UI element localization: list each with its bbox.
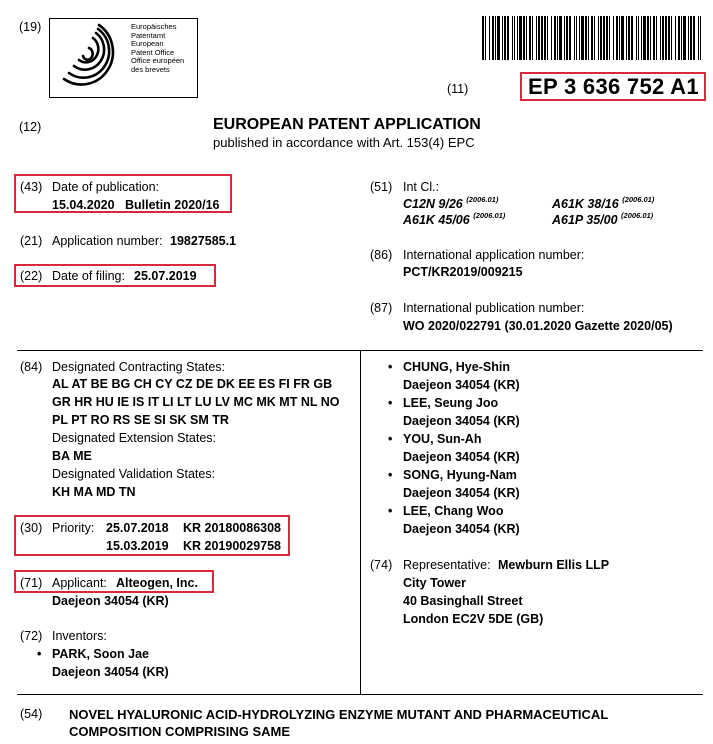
international-application-label: International application number:	[403, 248, 585, 262]
applicant-address: Daejeon 34054 (KR)	[52, 594, 169, 608]
inventors-label: Inventors:	[52, 629, 107, 643]
inid-code-54: (54)	[20, 707, 43, 721]
contracting-states-line: AL AT BE BG CH CY CZ DE DK EE ES FI FR GB	[52, 377, 333, 391]
priority-label: Priority:	[52, 521, 95, 535]
inid-code-22: (22)	[20, 269, 43, 283]
representative-label: Representative:	[403, 558, 491, 572]
inventor-name: • YOU, Sun-Ah	[403, 432, 481, 446]
inid-code-74: (74)	[370, 558, 393, 572]
representative-line: 40 Basinghall Street	[403, 594, 523, 608]
inventor-address: Daejeon 34054 (KR)	[403, 414, 520, 428]
invention-title-line: COMPOSITION COMPRISING SAME	[69, 724, 291, 739]
inid-code-72: (72)	[20, 629, 43, 643]
representative-line: Mewburn Ellis LLP	[498, 558, 610, 572]
contracting-states-label: Designated Contracting States:	[52, 360, 226, 374]
office-name-line: European	[131, 39, 164, 49]
inid-code-43: (43)	[20, 180, 43, 194]
epo-logo	[49, 18, 198, 98]
inid-code-19: (19)	[19, 20, 42, 34]
inventor-name: • CHUNG, Hye-Shin	[403, 360, 510, 374]
inventor-address: Daejeon 34054 (KR)	[403, 486, 520, 500]
inid-code-84: (84)	[20, 360, 43, 374]
extension-states-value: BA ME	[52, 449, 92, 463]
office-name-line: des brevets	[131, 64, 170, 74]
epo-emblem-icon	[52, 21, 128, 95]
validation-states-value: KH MA MD TN	[52, 485, 136, 499]
int-cl-entry: A61P 35/00 $^{(2006.01)}$	[552, 211, 654, 228]
inid-code-51: (51)	[370, 180, 393, 194]
applicant-name: Alteogen, Inc.	[116, 576, 198, 590]
inventor-address: Daejeon 34054 (KR)	[403, 522, 520, 536]
representative-line: City Tower	[403, 576, 466, 590]
inid-code-87: (87)	[370, 301, 393, 315]
international-publication-label: International publication number:	[403, 301, 585, 315]
representative-line: London EC2V 5DE (GB)	[403, 612, 544, 626]
inventor-name: • SONG, Hyung-Nam	[403, 468, 517, 482]
applicant-label: Applicant:	[52, 576, 107, 590]
priority-date: 15.03.2019	[106, 539, 169, 553]
priority-date: 25.07.2018	[106, 521, 169, 535]
extension-states-label: Designated Extension States:	[52, 431, 216, 445]
contracting-states-line: GR HR HU IE IS IT LI LT LU LV MC MK MT NL NO	[52, 395, 340, 409]
priority-number: KR 20180086308	[183, 521, 281, 535]
highlight-box-publication-date	[14, 174, 232, 213]
inid-code-86: (86)	[370, 248, 393, 262]
office-name-line: Office européen	[131, 56, 185, 66]
inid-code-21: (21)	[20, 234, 43, 248]
publication-date-value: 15.04.2020 Bulletin 2020/16	[52, 198, 220, 212]
highlight-box-priority	[14, 515, 290, 556]
inventor-name: • LEE, Seung Joo	[403, 396, 498, 410]
inid-code-71: (71)	[20, 576, 43, 590]
inid-code-11: (11)	[447, 82, 469, 96]
inventor-address: Daejeon 34054 (KR)	[403, 378, 520, 392]
int-cl-label: Int Cl.:	[403, 180, 440, 194]
highlight-box-applicant	[14, 570, 214, 593]
int-cl-entry: A61K 45/06 $^{(2006.01)}$	[403, 211, 506, 228]
filing-date-value: 25.07.2019	[134, 269, 197, 283]
contracting-states-line: PL PT RO RS SE SI SK SM TR	[52, 413, 229, 427]
barcode	[482, 16, 704, 60]
office-name-line: Patentamt	[131, 30, 166, 40]
application-number-label: Application number:	[52, 234, 163, 248]
invention-title-line: NOVEL HYALURONIC ACID-HYDROLYZING ENZYME MUTANT AND PHARMACEUTICAL	[69, 707, 609, 722]
highlight-box-filing-date	[14, 264, 216, 287]
separator-line	[17, 694, 703, 695]
application-number-value: 19827585.1	[170, 234, 237, 248]
document-type: EUROPEAN PATENT APPLICATION	[213, 116, 481, 133]
int-cl-entry: A61K 38/16 $^{(2006.01)}$	[552, 195, 655, 212]
inventor-address: Daejeon 34054 (KR)	[403, 450, 520, 464]
invention-title	[69, 706, 608, 740]
priority-number: KR 20190029758	[183, 539, 281, 553]
inventor-address: Daejeon 34054 (KR)	[52, 665, 169, 679]
office-name	[131, 23, 184, 75]
office-name-line: Europäisches	[131, 22, 177, 31]
inid-code-12: (12)	[19, 120, 42, 134]
highlight-box-publication-number	[520, 72, 706, 101]
inventor-name: • LEE, Chang Woo	[403, 504, 503, 518]
publication-date-label: Date of publication:	[52, 180, 160, 194]
filing-date-label: Date of filing:	[52, 269, 125, 283]
column-divider	[360, 350, 361, 694]
international-publication-value: WO 2020/022791 (30.01.2020 Gazette 2020/05)	[403, 319, 673, 333]
publication-number: EP 3 636 752 A1	[528, 74, 699, 99]
int-cl-entry: C12N 9/26 $^{(2006.01)}$	[403, 195, 499, 212]
international-application-value: PCT/KR2019/009215	[403, 265, 523, 279]
office-name-line: Patent Office	[131, 47, 175, 57]
validation-states-label: Designated Validation States:	[52, 467, 216, 481]
document-subtitle: published in accordance with Art. 153(4) EPC	[213, 135, 475, 150]
inventor-name: • PARK, Soon Jae	[52, 647, 149, 661]
inid-code-30: (30)	[20, 521, 43, 535]
